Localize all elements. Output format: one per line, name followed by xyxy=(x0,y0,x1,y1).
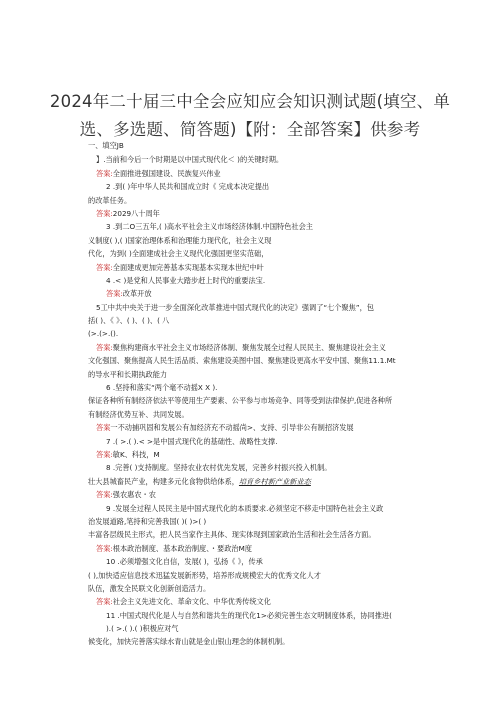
answer-label: 答案: xyxy=(96,262,113,272)
answer-1 xyxy=(88,167,438,180)
answer-label: 答案: xyxy=(96,449,113,459)
question-6-cont: 有制经济优势互补、共同发展。 xyxy=(88,409,189,419)
answer-7 xyxy=(88,448,438,461)
answer-label: 答案: xyxy=(96,490,113,500)
question-5-cont: 括( )、《 》、( )、( )、( 八 xyxy=(88,316,170,326)
question-8: 8 .完善( )支持制度。坚持农业农村优先发展，完善乡村振兴投入机制。 xyxy=(106,463,332,473)
question-11-cont: ).( >.( ).( )积极应对气 xyxy=(106,624,179,634)
answer-4 xyxy=(88,287,438,300)
question-4: 4 .< )是党和人民事业大踏步赶上时代的重要法宝. xyxy=(106,275,266,285)
answer-label: 答案: xyxy=(106,289,123,299)
question-7: 7 .( >.( ).< >是中国式现代化的基础性、战略性支撑. xyxy=(106,436,278,446)
answer-text: 改革开放 xyxy=(122,289,152,299)
question-10-cont: 队伍，激发全民联文化创新创造活力。 xyxy=(88,583,211,593)
section-heading: 一、填空JB xyxy=(88,141,124,150)
answer-text: 强农惠农・农 xyxy=(112,490,156,500)
question-8-text: 壮大县城畜民产业，构建多元化食物供给体系， xyxy=(88,476,239,486)
question-1: 】.当前和今后一个时期是以中国式现代化＜ )的关键时期。 xyxy=(96,155,284,165)
question-5-cont: (>.(>.(). xyxy=(88,329,119,339)
question-2: 2 .到( )年中华人民共和国成立时《 完成本决定提出 xyxy=(106,182,270,192)
question-9: 9 .发展全过程人民民主是中国式现代化的本质要求.必须坚定不移走中国特色社会主义政 xyxy=(106,503,384,513)
question-5: 5工中共中央关于进一步全面深化改革推进中国式现代化的决定》强调了“七个聚焦”，包 xyxy=(96,302,374,312)
answer-5 xyxy=(88,341,438,354)
answer-5-cont: 的导水平和长期执政能力 xyxy=(88,369,168,379)
answer-text: 一不动捕巩固和发展公有加经济充不动摇尚>、支持、引导非公有制招济发展 xyxy=(110,423,354,433)
document-title xyxy=(40,88,460,144)
answer-text: 全面建成更加完善基本实现基本实现本世纪中叶 xyxy=(112,262,264,272)
question-9-cont: 治发展道路,笔持和完善我国( )( )>( ) xyxy=(88,516,207,526)
answer-label: 答案: xyxy=(96,543,113,553)
answer-text: 2029八十周年 xyxy=(112,208,160,218)
answer-text: 敏K、科技，M xyxy=(112,449,160,459)
answer-9 xyxy=(88,542,438,555)
document-body xyxy=(88,139,438,649)
question-2-cont: 的改革任务。 xyxy=(88,195,132,205)
answer-text: 全面推进强国建设、民族复兴伟业 xyxy=(112,168,221,178)
question-11: 11 .中国式现代化是人与自然和谐共生的现代化1>必须完善生态文明制度体系，协同推进( xyxy=(106,610,392,620)
answer-label: 答案: xyxy=(96,597,113,607)
answer-text: 根本政治制度、基本政治制度、・要政治M度 xyxy=(112,543,252,553)
title-line-2: 选、多选题、简答题)【附：全部答案】供参考 xyxy=(79,120,421,139)
question-6-cont: 保证各种所有制经济依法平等使用生产要素、公平参与市场竞争、同等受到法律保护,促进各种所 xyxy=(88,396,393,406)
answer-label: 答案: xyxy=(96,168,113,178)
answer-label: 答案: xyxy=(96,342,113,352)
question-8-cont xyxy=(88,475,438,488)
answer-text: 聚焦构建商水平社会主义市场经济体制、聚焦发展全过程人民民主、聚焦建设社会主义 xyxy=(112,342,386,352)
question-9-cont: 丰富各层级民主形式，把人民当家作主具体、现实体现到国家政治生活和社会生活各方面。 xyxy=(88,530,376,540)
question-10: 10 .必须增强文化自信，发展( )，弘扬《 》，传承 xyxy=(106,557,263,567)
answer-2 xyxy=(88,207,438,220)
answer-label: 答案: xyxy=(96,208,113,218)
question-3: 3 .到二O三五年,( )高水平社会主义市场经济体制.中国特色社会主 xyxy=(106,222,313,232)
question-3-cont: 代化，为到( )全面建成社会主义现代化强国更坚实范础， xyxy=(88,249,269,259)
answer-label: 答案 xyxy=(96,423,111,433)
question-8-underlined: 培育乡村新产业新业态 xyxy=(238,476,311,486)
answer-8 xyxy=(88,488,438,501)
answer-10 xyxy=(88,595,438,608)
answer-6 xyxy=(88,421,438,434)
answer-text: 社会主义先进文化、革命文化、中华优秀传统文化 xyxy=(112,597,271,607)
answer-5-cont: 文化强国、聚焦提高人民生活品质、索焦建设美图中国、聚焦建设更高水平安中国、聚焦11.1.Mt xyxy=(88,356,396,366)
question-10-cont: ( ),加快适应信息技术迅猛发展新形势，培养形成规模宏大的优秀文化人才 xyxy=(88,570,321,580)
answer-3 xyxy=(88,261,438,274)
question-3-cont: 义制度( ),( )国家治理体系和治理能力现代化，社会主义现 xyxy=(88,235,272,245)
title-line-1: 2024年二十届三中全会应知应会知识测试题(填空、单 xyxy=(49,92,451,111)
question-11-cont: 候变化，加快完善落实绿水青山就是金山银山理念的体制机制。 xyxy=(88,637,290,647)
question-6: 6 .坚持和落实“两个毫不动摇X X ). xyxy=(106,383,218,393)
